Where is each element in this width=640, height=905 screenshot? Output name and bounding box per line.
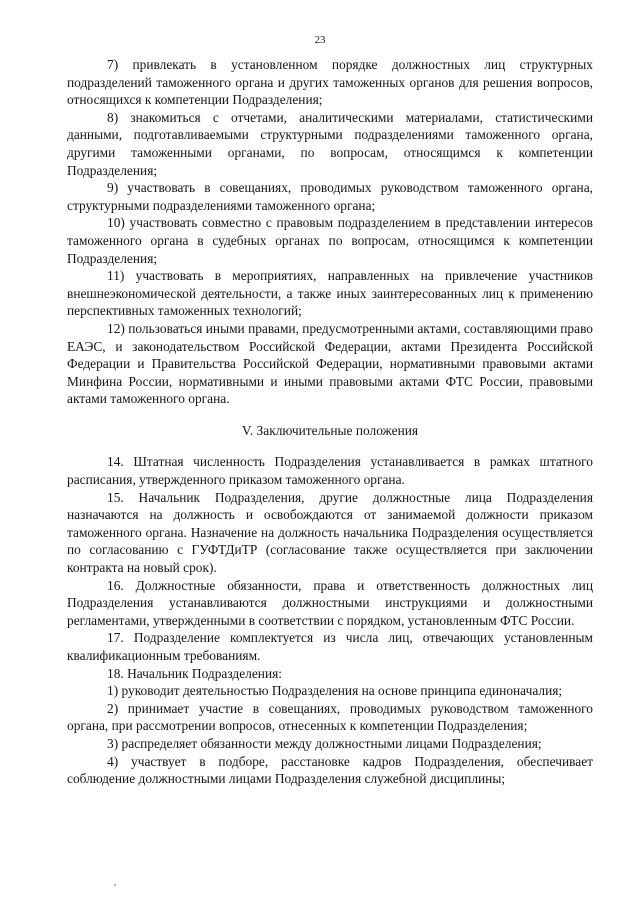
rights-item-9: 9) участвовать в совещаниях, проводимых руководством таможенного органа, структурными подразделениями таможенного органа; [67, 180, 593, 213]
rights-item-8: 8) знакомиться с отчетами, аналитическими материалами, статистическими данными, подготавливаемыми структурными подразделениями таможенного органа, другими таможенными органами, по вопросам, относящимся к компетенции Подразделения; [67, 109, 593, 178]
rights-item-11: 11) участвовать в мероприятиях, направленных на привлечение участников внешнеэкономической деятельности, а также иных заинтересованных лиц к применению перспективных таможенных технологий; [67, 268, 593, 319]
clause-18-intro: 18. Начальник Подразделения: [107, 665, 283, 681]
head-duty-1: 1) руководит деятельностью Подразделения на основе принципа единоначалия; [107, 683, 563, 699]
head-duty-4: 4) участвует в подборе, расстановке кадров Подразделения, обеспечивает соблюдение должностными лицами Подразделения служебной дисциплины; [67, 753, 593, 787]
clause-17: 17. Подразделение комплектуется из числа лиц, отвечающих установленным квалификационным требованиям. [67, 630, 593, 663]
page-number: 23 [314, 34, 326, 46]
document-body [67, 56, 593, 788]
head-duty-3: 3) распределяет обязанности между должностными лицами Подразделения; [107, 735, 542, 751]
clause-15: 15. Начальник Подразделения, другие должностные лица Подразделения назначаются на должность и освобождаются от занимаемой должности приказом таможенного органа. Назначение на должность начальника Подразделения осуществляется по согласованию с ГУФТДиТР (согласование также осуществляется при заключении контракта на новый срок). [67, 489, 593, 576]
head-duty-2: 2) принимает участие в совещаниях, проводимых руководством таможенного органа, при рассмотрении вопросов, отнесенных к компетенции Подразделения; [67, 700, 593, 734]
clause-16: 16. Должностные обязанности, права и ответственность должностных лиц Подразделения устанавливаются должностными инструкциями и должностными регламентами, утвержденными в соответствии с порядком, установленным ФТС России. [67, 577, 593, 628]
rights-item-12: 12) пользоваться иными правами, предусмотренными актами, составляющими право ЕАЭС, и законодательством Российской Федерации, актами Президента Российской Федерации и Правительства Российской Федерации, нормативными правовыми актами Минфина России, нормативными и иными правовыми актами ФТС России, правовыми актами таможенного органа. [67, 320, 593, 407]
section-heading-final-provisions: V. Заключительные положения [241, 422, 419, 438]
rights-item-10: 10) участвовать совместно с правовым подразделением в представлении интересов таможенного органа в судебных органах по вопросам, относящимся к компетенции Подразделения; [67, 215, 593, 266]
scan-speck [114, 884, 116, 886]
rights-item-7: 7) привлекать в установленном порядке должностных лиц структурных подразделений таможенного органа и других таможенных органов для решения вопросов, относящихся к компетенции Подразделения; [67, 57, 593, 108]
clause-14: 14. Штатная численность Подразделения устанавливается в рамках штатного расписания, утвержденного приказом таможенного органа. [67, 454, 593, 488]
